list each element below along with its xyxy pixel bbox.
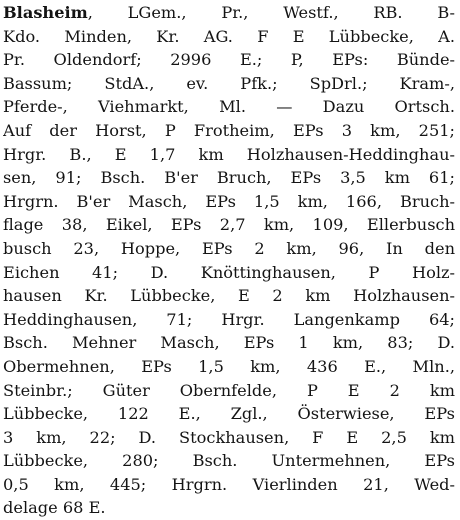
entry-line: hausen Kr. Lübbecke, E 2 km Holzhausen- [3, 286, 455, 306]
entry-line: Heddinghausen, 71; Hrgr. Langenkamp 64; [3, 309, 455, 329]
entry-line: Lübbecke, 122 E., Zgl., Österwiese, EPs [3, 404, 455, 424]
entry-headword: Blasheim [3, 3, 88, 22]
entry-line: Kdo. Minden, Kr. AG. F E Lübbecke, A. [3, 26, 455, 46]
entry-line: busch 23, Hoppe, EPs 2 km, 96, In den [3, 238, 455, 258]
entry-line: Bsch. Mehner Masch, EPs 1 km, 83; D. [3, 333, 455, 353]
entry-line: 3 km, 22; D. Stockhausen, F E 2,5 km [3, 427, 455, 447]
entry-line: sen, 91; Bsch. B'er Bruch, EPs 3,5 km 61; [3, 168, 455, 188]
entry-line: Blasheim, LGem., Pr., Westf., RB. B- [3, 3, 455, 22]
entry-line: Auf der Horst, P Frotheim, EPs 3 km, 251; [3, 120, 455, 140]
entry-line: Pr. Oldendorf; 2996 E.; P, EPs: Bünde- [3, 50, 455, 70]
entry-line: Bassum; StdA., ev. Pfk.; SpDrl.; Kram-, [3, 73, 455, 93]
entry-line: 0,5 km, 445; Hrgrn. Vierlinden 21, Wed- [3, 474, 455, 494]
entry-line: Steinbr.; Güter Obernfelde, P E 2 km [3, 380, 455, 400]
entry-line: delage 68 E. [3, 498, 106, 518]
gazetteer-entry [3, 1, 455, 520]
entry-line: Pferde-, Viehmarkt, Ml. — Dazu Ortsch. [3, 97, 455, 117]
entry-line: Lübbecke, 280; Bsch. Untermehnen, EPs [3, 451, 455, 471]
entry-line: Hrgr. B., E 1,7 km Holzhausen-Heddinghau- [3, 144, 455, 164]
entry-line: Obermehnen, EPs 1,5 km, 436 E., Mln., [3, 356, 455, 376]
entry-line: Hrgrn. B'er Masch, EPs 1,5 km, 166, Bruch- [3, 191, 455, 211]
entry-line: Eichen 41; D. Knöttinghausen, P Holz- [3, 262, 455, 282]
entry-line: flage 38, Eikel, EPs 2,7 km, 109, Ellerbusch [3, 215, 455, 235]
